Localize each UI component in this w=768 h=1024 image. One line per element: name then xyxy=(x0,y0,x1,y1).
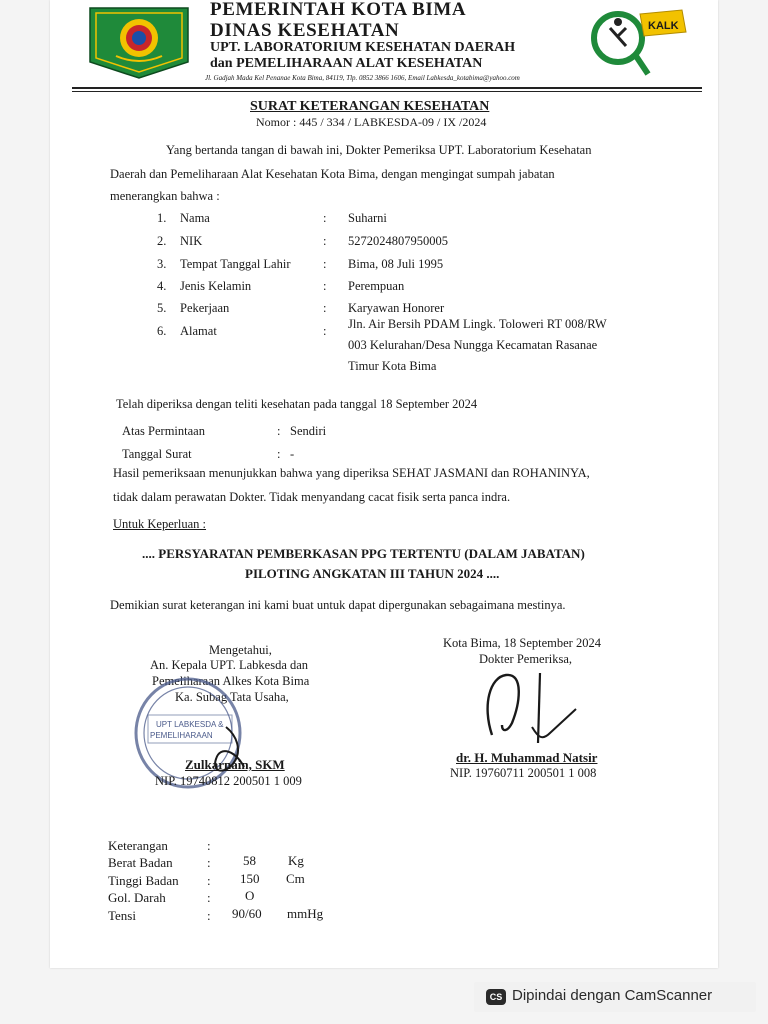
field-colon: : xyxy=(207,873,211,888)
field-colon: : xyxy=(207,890,211,905)
doctor-signature xyxy=(480,665,590,755)
stamp-text-1: UPT LABKESDA & xyxy=(156,720,224,729)
field-number: 3. xyxy=(157,257,167,271)
kota-bima-logo xyxy=(82,4,196,80)
left-sign-line-1: Mengetahui, xyxy=(209,643,272,657)
field-colon: : xyxy=(323,234,327,248)
result-line-2: tidak dalam perawatan Dokter. Tidak menyandang cacat fisik serta panca indra. xyxy=(113,490,511,504)
purpose-line-1: .... PERSYARATAN PEMBERKASAN PPG TERTENTU (DALAM JABATAN) xyxy=(142,546,585,561)
field-colon: : xyxy=(323,257,327,271)
kalk-logo xyxy=(578,2,690,82)
field-label-nama: Nama xyxy=(180,211,210,225)
request-label: Atas Permintaan xyxy=(122,424,205,438)
left-sign-line-3: Pemeliharaan Alkes Kota Bima xyxy=(152,674,310,688)
field-number: 4. xyxy=(157,279,167,293)
exam-statement: Telah diperiksa dengan teliti kesehatan pada tanggal 18 September 2024 xyxy=(116,397,478,411)
request-value: Sendiri xyxy=(290,424,327,438)
right-sign-title: Dokter Pemeriksa, xyxy=(479,652,573,666)
header-unit: UPT. LABORATORIUM KESEHATAN DAERAH xyxy=(210,40,516,55)
field-value-address-3: Timur Kota Bima xyxy=(348,359,437,373)
camscanner-watermark xyxy=(474,982,756,1012)
purpose-line-2: PILOTING ANGKATAN III TAHUN 2024 .... xyxy=(245,566,500,581)
field-number: 5. xyxy=(157,301,167,315)
weight-value: 58 xyxy=(243,853,256,868)
weight-unit: Kg xyxy=(288,853,304,868)
field-label-address: Alamat xyxy=(180,324,217,338)
field-value-job: Karyawan Honorer xyxy=(348,301,445,315)
blood-pressure-unit: mmHg xyxy=(287,906,324,921)
field-colon: : xyxy=(323,211,327,225)
intro-line-1: Yang bertanda tangan di bawah ini, Dokter Pemeriksa UPT. Laboratorium Kesehatan xyxy=(166,143,592,157)
field-colon: : xyxy=(323,301,327,315)
field-label-nik: NIK xyxy=(180,234,203,248)
field-value-ttl: Bima, 08 Juli 1995 xyxy=(348,257,444,271)
field-value-nama: Suharni xyxy=(348,211,387,225)
field-value-nik: 5272024807950005 xyxy=(348,234,448,248)
right-sign-name: dr. H. Muhammad Natsir xyxy=(456,750,598,765)
intro-line-2: Daerah dan Pemeliharaan Alat Kesehatan Kota Bima, dengan mengingat sumpah jabatan xyxy=(110,167,555,181)
intro-line-3: menerangkan bahwa : xyxy=(110,189,220,203)
letter-date-label: Tanggal Surat xyxy=(122,447,192,461)
field-value-gender: Perempuan xyxy=(348,279,405,293)
closing-statement: Demikian surat keterangan ini kami buat untuk dapat dipergunakan sebagaimana mestinya. xyxy=(110,598,566,612)
camscanner-icon: CS xyxy=(486,989,506,1005)
purpose-label: Untuk Keperluan : xyxy=(113,517,207,531)
field-colon: : xyxy=(323,324,327,338)
field-value-address-1: Jln. Air Bersih PDAM Lingk. Toloweri RT 008/RW xyxy=(348,317,607,331)
left-sign-line-4: Ka. Subag Tata Usaha, xyxy=(175,690,289,704)
field-label-gender: Jenis Kelamin xyxy=(180,279,252,293)
blood-type-label: Gol. Darah xyxy=(108,890,166,905)
letter-date-value: - xyxy=(290,447,295,461)
field-number: 2. xyxy=(157,234,167,248)
field-number: 6. xyxy=(157,324,167,338)
right-sign-place-date: Kota Bima, 18 September 2024 xyxy=(443,636,601,650)
left-sign-line-2: An. Kepala UPT. Labkesda dan xyxy=(150,658,309,672)
left-sign-nip: NIP. 19740812 200501 1 009 xyxy=(155,774,302,788)
blood-pressure-value: 90/60 xyxy=(232,906,262,921)
height-unit: Cm xyxy=(286,871,305,886)
field-colon: : xyxy=(277,447,281,461)
field-colon: : xyxy=(207,855,211,870)
field-number: 1. xyxy=(157,211,167,225)
field-colon: : xyxy=(207,908,211,923)
field-colon: : xyxy=(277,424,281,438)
field-colon: : xyxy=(323,279,327,293)
height-label: Tinggi Badan xyxy=(108,873,179,888)
field-label-ttl: Tempat Tanggal Lahir xyxy=(180,257,291,271)
height-value: 150 xyxy=(240,871,260,886)
weight-label: Berat Badan xyxy=(108,855,173,870)
result-line-1: Hasil pemeriksaan menunjukkan bahwa yang diperiksa SEHAT JASMANI dan ROHANINYA, xyxy=(113,466,590,480)
camscanner-text: Dipindai dengan CamScanner xyxy=(512,987,713,1004)
field-value-address-2: 003 Kelurahan/Desa Nungga Kecamatan Rasanae xyxy=(348,338,598,352)
blood-pressure-label: Tensi xyxy=(108,908,136,923)
header-rule-thin xyxy=(72,91,702,92)
header-government: PEMERINTAH KOTA BIMA xyxy=(210,0,467,20)
stamp-text-2: PEMELIHARAAN xyxy=(150,731,213,740)
field-colon: : xyxy=(207,838,211,853)
kalk-logo-text: KALK xyxy=(648,20,679,32)
header-address: Jl. Gadjah Mada Kel Penanae Kota Bima, 84119, Tlp. 0852 3866 1606, Email Labkesda_kotabima@yahoo.com xyxy=(205,74,520,82)
header-department: DINAS KESEHATAN xyxy=(210,20,400,41)
field-label-job: Pekerjaan xyxy=(180,301,230,315)
measurement-heading: Keterangan xyxy=(108,838,168,853)
header-rule xyxy=(72,87,702,89)
right-sign-nip: NIP. 19760711 200501 1 008 xyxy=(450,766,597,780)
blood-type-value: O xyxy=(245,888,255,903)
document-title: SURAT KETERANGAN KESEHATAN xyxy=(250,99,490,114)
document-number: Nomor : 445 / 334 / LABKESDA-09 / IX /2024 xyxy=(256,115,487,129)
left-sign-name: Zulkarnain, SKM xyxy=(185,757,285,772)
header-unit-2: dan PEMELIHARAAN ALAT KESEHATAN xyxy=(210,56,483,71)
